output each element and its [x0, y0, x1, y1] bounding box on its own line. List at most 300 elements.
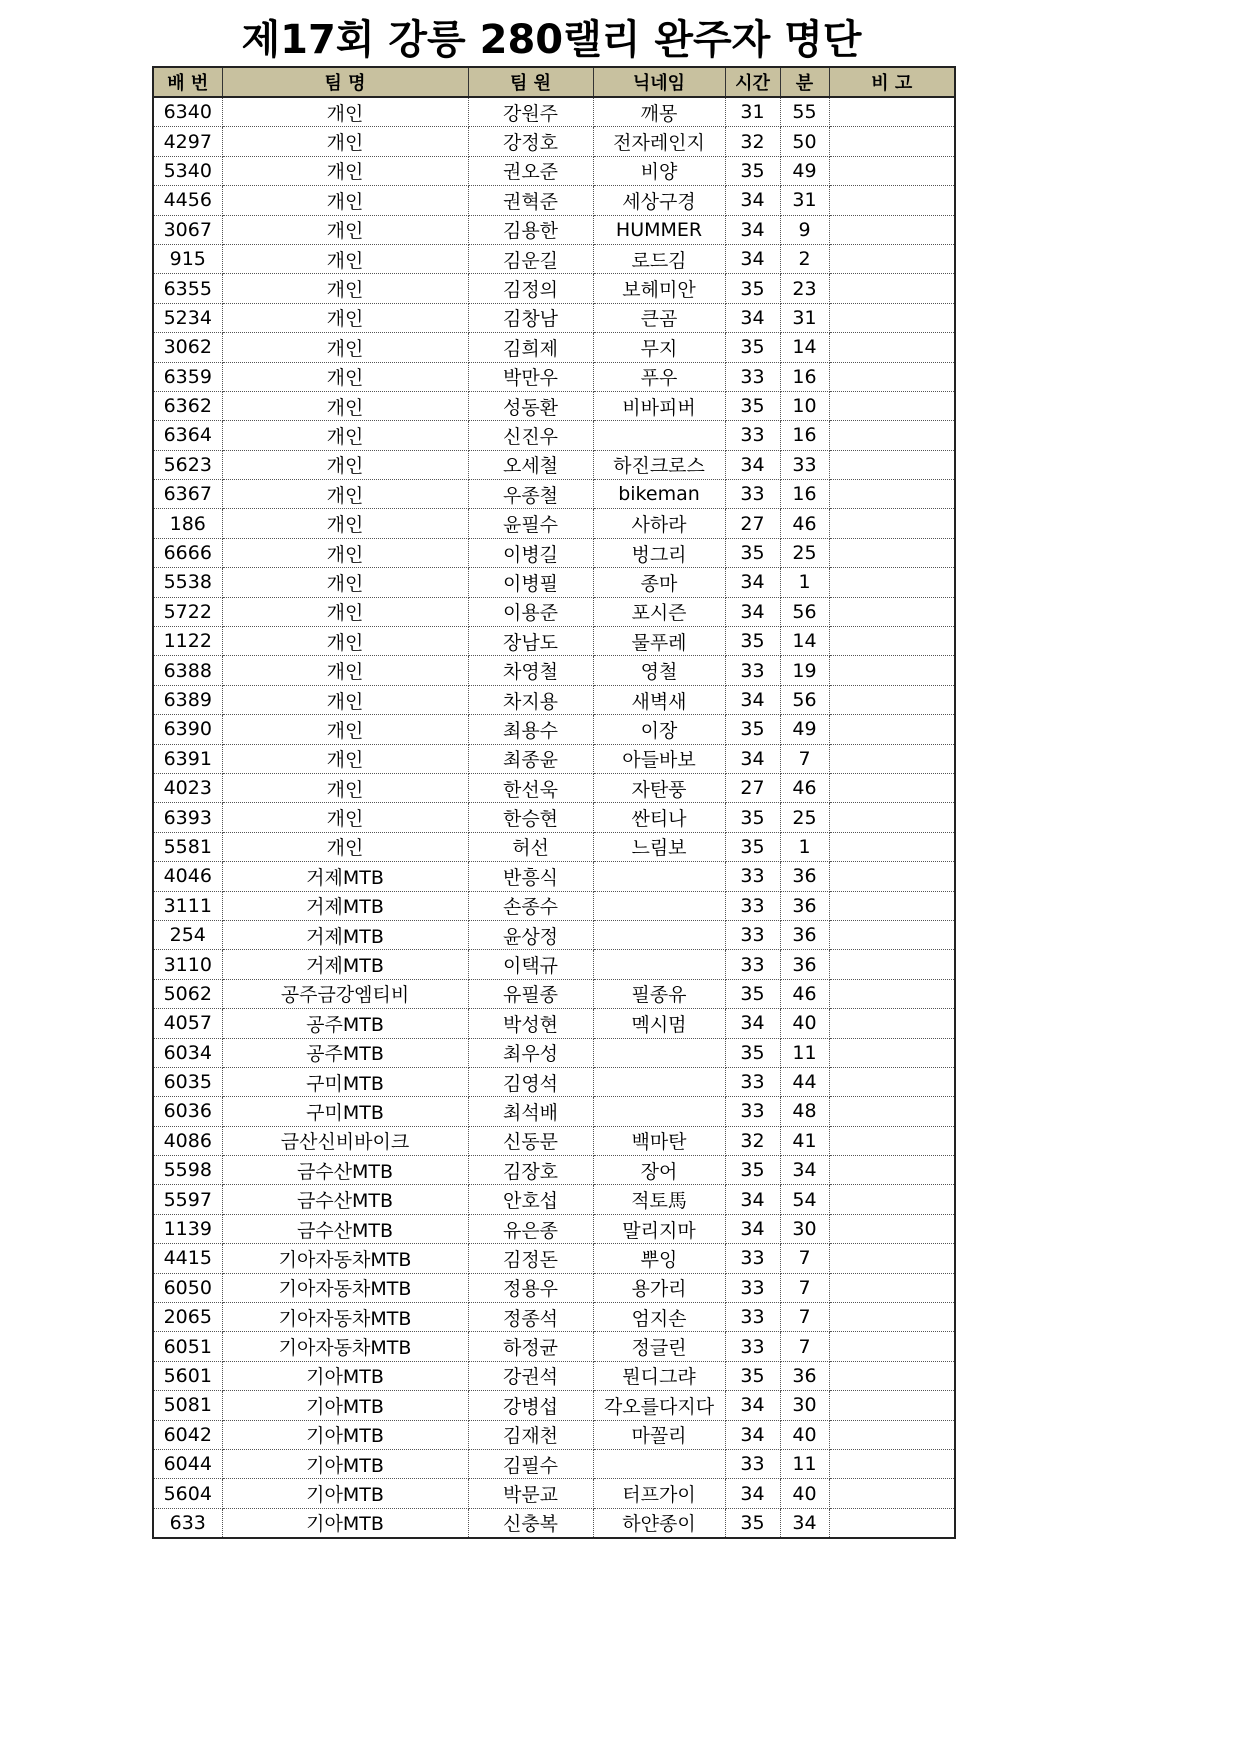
cell-bib: 5538	[153, 568, 222, 597]
cell-hour: 35	[725, 715, 780, 744]
cell-bib: 5598	[153, 1156, 222, 1185]
cell-minute: 46	[780, 509, 829, 538]
cell-bib: 5081	[153, 1391, 222, 1420]
cell-hour: 34	[725, 1009, 780, 1038]
cell-note	[829, 244, 955, 273]
cell-team: 거제MTB	[222, 862, 468, 891]
cell-hour: 33	[725, 891, 780, 920]
cell-minute: 11	[780, 1449, 829, 1478]
cell-nickname	[593, 1097, 725, 1126]
cell-hour: 34	[725, 597, 780, 626]
cell-bib: 6044	[153, 1449, 222, 1478]
cell-minute: 49	[780, 715, 829, 744]
table-row	[153, 1244, 955, 1273]
cell-member: 우종철	[468, 480, 593, 509]
table-row	[153, 244, 955, 273]
cell-note	[829, 1126, 955, 1155]
cell-note	[829, 979, 955, 1008]
cell-hour: 33	[725, 1449, 780, 1478]
table-row	[153, 450, 955, 479]
cell-note	[829, 773, 955, 802]
cell-nickname: 터프가이	[593, 1479, 725, 1508]
cell-bib: 6388	[153, 656, 222, 685]
cell-nickname: 하진크로스	[593, 450, 725, 479]
cell-team: 기아MTB	[222, 1508, 468, 1538]
cell-team: 개인	[222, 303, 468, 332]
cell-hour: 33	[725, 1067, 780, 1096]
cell-bib: 6036	[153, 1097, 222, 1126]
cell-note	[829, 656, 955, 685]
table-row	[153, 362, 955, 391]
cell-team: 기아MTB	[222, 1361, 468, 1390]
cell-member: 강정호	[468, 127, 593, 156]
cell-minute: 36	[780, 891, 829, 920]
cell-member: 한승현	[468, 803, 593, 832]
cell-member: 정종석	[468, 1303, 593, 1332]
cell-nickname	[593, 1449, 725, 1478]
cell-nickname	[593, 862, 725, 891]
cell-note	[829, 891, 955, 920]
cell-note	[829, 1391, 955, 1420]
cell-team: 금수산MTB	[222, 1185, 468, 1214]
cell-member: 신진우	[468, 421, 593, 450]
cell-note	[829, 1420, 955, 1449]
table-row	[153, 1273, 955, 1302]
cell-hour: 34	[725, 568, 780, 597]
cell-nickname: 용가리	[593, 1273, 725, 1302]
cell-minute: 7	[780, 1303, 829, 1332]
cell-note	[829, 715, 955, 744]
cell-hour: 34	[725, 1420, 780, 1449]
cell-bib: 5597	[153, 1185, 222, 1214]
cell-nickname: 느림보	[593, 832, 725, 861]
cell-note	[829, 1361, 955, 1390]
cell-team: 기아MTB	[222, 1420, 468, 1449]
cell-bib: 1122	[153, 627, 222, 656]
cell-team: 기아MTB	[222, 1479, 468, 1508]
table-row	[153, 1391, 955, 1420]
cell-note	[829, 450, 955, 479]
table-row	[153, 627, 955, 656]
cell-note	[829, 391, 955, 420]
cell-minute: 54	[780, 1185, 829, 1214]
cell-note	[829, 127, 955, 156]
table-row	[153, 1303, 955, 1332]
cell-minute: 36	[780, 1361, 829, 1390]
table-row	[153, 1449, 955, 1478]
table-row	[153, 186, 955, 215]
cell-nickname: 큰곰	[593, 303, 725, 332]
cell-nickname	[593, 920, 725, 949]
cell-hour: 34	[725, 685, 780, 714]
cell-nickname: 하얀종이	[593, 1508, 725, 1538]
cell-team: 개인	[222, 832, 468, 861]
cell-note	[829, 1214, 955, 1243]
cell-note	[829, 950, 955, 979]
table-row	[153, 538, 955, 567]
table-body	[153, 97, 955, 1538]
cell-team: 개인	[222, 538, 468, 567]
cell-minute: 16	[780, 421, 829, 450]
cell-hour: 33	[725, 362, 780, 391]
cell-bib: 6364	[153, 421, 222, 450]
table-row	[153, 979, 955, 1008]
cell-hour: 34	[725, 1214, 780, 1243]
cell-team: 공주MTB	[222, 1038, 468, 1067]
cell-minute: 14	[780, 627, 829, 656]
cell-nickname	[593, 1067, 725, 1096]
cell-bib: 6666	[153, 538, 222, 567]
cell-note	[829, 1185, 955, 1214]
cell-bib: 6362	[153, 391, 222, 420]
cell-member: 박문교	[468, 1479, 593, 1508]
cell-member: 권오준	[468, 156, 593, 185]
cell-minute: 40	[780, 1420, 829, 1449]
cell-team: 개인	[222, 597, 468, 626]
table-header-row	[153, 67, 955, 97]
cell-hour: 35	[725, 274, 780, 303]
table-row	[153, 862, 955, 891]
cell-bib: 4023	[153, 773, 222, 802]
cell-team: 기아자동차MTB	[222, 1332, 468, 1361]
cell-nickname: bikeman	[593, 480, 725, 509]
cell-minute: 25	[780, 803, 829, 832]
table-row	[153, 685, 955, 714]
cell-member: 장남도	[468, 627, 593, 656]
cell-note	[829, 803, 955, 832]
cell-nickname: 싼티나	[593, 803, 725, 832]
cell-team: 기아자동차MTB	[222, 1303, 468, 1332]
cell-team: 개인	[222, 685, 468, 714]
cell-minute: 11	[780, 1038, 829, 1067]
cell-member: 허선	[468, 832, 593, 861]
cell-minute: 56	[780, 597, 829, 626]
cell-note	[829, 186, 955, 215]
cell-team: 기아MTB	[222, 1449, 468, 1478]
cell-member: 성동환	[468, 391, 593, 420]
cell-hour: 34	[725, 215, 780, 244]
cell-team: 개인	[222, 186, 468, 215]
cell-hour: 32	[725, 127, 780, 156]
cell-member: 강원주	[468, 97, 593, 127]
cell-member: 김정돈	[468, 1244, 593, 1273]
cell-hour: 33	[725, 1097, 780, 1126]
cell-minute: 23	[780, 274, 829, 303]
cell-minute: 34	[780, 1156, 829, 1185]
finisher-table	[152, 66, 956, 1539]
cell-member: 최우성	[468, 1038, 593, 1067]
cell-nickname: HUMMER	[593, 215, 725, 244]
cell-note	[829, 568, 955, 597]
cell-minute: 16	[780, 362, 829, 391]
cell-minute: 7	[780, 744, 829, 773]
table-row	[153, 1038, 955, 1067]
cell-note	[829, 1097, 955, 1126]
cell-nickname: 엄지손	[593, 1303, 725, 1332]
cell-member: 정용우	[468, 1273, 593, 1302]
cell-bib: 6367	[153, 480, 222, 509]
table-row	[153, 1479, 955, 1508]
cell-hour: 34	[725, 186, 780, 215]
header-note: 비 고	[829, 67, 955, 97]
cell-member: 김필수	[468, 1449, 593, 1478]
table-row	[153, 1214, 955, 1243]
cell-team: 공주금강엠티비	[222, 979, 468, 1008]
cell-member: 한선욱	[468, 773, 593, 802]
cell-bib: 3110	[153, 950, 222, 979]
cell-member: 강병섭	[468, 1391, 593, 1420]
cell-team: 거제MTB	[222, 891, 468, 920]
cell-note	[829, 1244, 955, 1273]
cell-nickname: 뭔디그랴	[593, 1361, 725, 1390]
cell-nickname: 포시즌	[593, 597, 725, 626]
cell-nickname: 로드김	[593, 244, 725, 273]
cell-note	[829, 362, 955, 391]
cell-nickname: 말리지마	[593, 1214, 725, 1243]
table-row	[153, 656, 955, 685]
cell-note	[829, 1009, 955, 1038]
cell-minute: 1	[780, 832, 829, 861]
cell-team: 개인	[222, 480, 468, 509]
header-member: 팀 원	[468, 67, 593, 97]
cell-member: 권혁준	[468, 186, 593, 215]
cell-member: 안호섭	[468, 1185, 593, 1214]
cell-note	[829, 421, 955, 450]
table-row	[153, 156, 955, 185]
cell-nickname: 정글린	[593, 1332, 725, 1361]
cell-minute: 14	[780, 333, 829, 362]
header-team: 팀 명	[222, 67, 468, 97]
cell-bib: 2065	[153, 1303, 222, 1332]
cell-nickname: 새벽새	[593, 685, 725, 714]
cell-note	[829, 333, 955, 362]
cell-member: 손종수	[468, 891, 593, 920]
cell-note	[829, 1449, 955, 1478]
table-row	[153, 1009, 955, 1038]
cell-member: 차지용	[468, 685, 593, 714]
cell-minute: 46	[780, 773, 829, 802]
cell-hour: 27	[725, 773, 780, 802]
table-row	[153, 1126, 955, 1155]
table-row	[153, 1097, 955, 1126]
cell-hour: 35	[725, 1156, 780, 1185]
cell-hour: 33	[725, 421, 780, 450]
cell-team: 거제MTB	[222, 950, 468, 979]
table-row	[153, 480, 955, 509]
cell-member: 김영석	[468, 1067, 593, 1096]
header-minute: 분	[780, 67, 829, 97]
cell-minute: 7	[780, 1332, 829, 1361]
cell-note	[829, 832, 955, 861]
cell-bib: 6359	[153, 362, 222, 391]
cell-minute: 30	[780, 1214, 829, 1243]
table-row	[153, 303, 955, 332]
cell-hour: 35	[725, 538, 780, 567]
cell-bib: 4297	[153, 127, 222, 156]
cell-minute: 10	[780, 391, 829, 420]
table-row	[153, 1361, 955, 1390]
cell-team: 개인	[222, 362, 468, 391]
cell-hour: 35	[725, 803, 780, 832]
cell-team: 개인	[222, 244, 468, 273]
cell-bib: 5340	[153, 156, 222, 185]
cell-team: 개인	[222, 421, 468, 450]
cell-minute: 46	[780, 979, 829, 1008]
table-row	[153, 509, 955, 538]
cell-hour: 33	[725, 1332, 780, 1361]
cell-member: 하정균	[468, 1332, 593, 1361]
cell-hour: 27	[725, 509, 780, 538]
cell-nickname	[593, 1038, 725, 1067]
cell-team: 공주MTB	[222, 1009, 468, 1038]
cell-bib: 6393	[153, 803, 222, 832]
cell-note	[829, 862, 955, 891]
cell-team: 거제MTB	[222, 920, 468, 949]
cell-nickname: 멕시멈	[593, 1009, 725, 1038]
cell-note	[829, 1303, 955, 1332]
table-row	[153, 1508, 955, 1538]
cell-nickname: 전자레인지	[593, 127, 725, 156]
table-row	[153, 773, 955, 802]
cell-member: 윤상정	[468, 920, 593, 949]
cell-bib: 6051	[153, 1332, 222, 1361]
cell-note	[829, 627, 955, 656]
table-row	[153, 803, 955, 832]
cell-member: 윤필수	[468, 509, 593, 538]
cell-hour: 34	[725, 1391, 780, 1420]
cell-note	[829, 1332, 955, 1361]
cell-nickname: 무지	[593, 333, 725, 362]
cell-member: 박성현	[468, 1009, 593, 1038]
cell-nickname	[593, 891, 725, 920]
cell-bib: 6042	[153, 1420, 222, 1449]
table-row	[153, 1067, 955, 1096]
cell-member: 이병길	[468, 538, 593, 567]
cell-member: 김정의	[468, 274, 593, 303]
cell-note	[829, 1156, 955, 1185]
cell-hour: 35	[725, 156, 780, 185]
cell-team: 금수산MTB	[222, 1156, 468, 1185]
cell-note	[829, 1508, 955, 1538]
cell-bib: 3111	[153, 891, 222, 920]
table-row	[153, 391, 955, 420]
table-row	[153, 333, 955, 362]
cell-note	[829, 1479, 955, 1508]
cell-minute: 55	[780, 97, 829, 127]
cell-nickname: 뿌잉	[593, 1244, 725, 1273]
cell-minute: 56	[780, 685, 829, 714]
table-row	[153, 1156, 955, 1185]
cell-note	[829, 509, 955, 538]
cell-note	[829, 538, 955, 567]
cell-note	[829, 156, 955, 185]
cell-bib: 3067	[153, 215, 222, 244]
cell-hour: 34	[725, 244, 780, 273]
table-row	[153, 421, 955, 450]
cell-bib: 3062	[153, 333, 222, 362]
table-row	[153, 950, 955, 979]
cell-bib: 6035	[153, 1067, 222, 1096]
cell-nickname: 비양	[593, 156, 725, 185]
cell-note	[829, 1038, 955, 1067]
cell-team: 개인	[222, 773, 468, 802]
cell-note	[829, 1273, 955, 1302]
cell-hour: 35	[725, 627, 780, 656]
cell-team: 기아MTB	[222, 1391, 468, 1420]
cell-bib: 254	[153, 920, 222, 949]
cell-team: 개인	[222, 509, 468, 538]
cell-bib: 5062	[153, 979, 222, 1008]
cell-nickname: 보헤미안	[593, 274, 725, 303]
cell-hour: 35	[725, 832, 780, 861]
cell-team: 개인	[222, 803, 468, 832]
table-row	[153, 891, 955, 920]
cell-member: 김용한	[468, 215, 593, 244]
cell-nickname: 마꼴리	[593, 1420, 725, 1449]
header-nickname: 닉네임	[593, 67, 725, 97]
cell-nickname: 영철	[593, 656, 725, 685]
cell-team: 구미MTB	[222, 1067, 468, 1096]
cell-nickname: 이장	[593, 715, 725, 744]
cell-team: 금수산MTB	[222, 1214, 468, 1243]
table-row	[153, 274, 955, 303]
cell-minute: 36	[780, 950, 829, 979]
cell-team: 개인	[222, 156, 468, 185]
cell-nickname	[593, 950, 725, 979]
cell-note	[829, 744, 955, 773]
cell-minute: 2	[780, 244, 829, 273]
cell-nickname: 종마	[593, 568, 725, 597]
cell-nickname: 장어	[593, 1156, 725, 1185]
cell-bib: 5601	[153, 1361, 222, 1390]
cell-bib: 633	[153, 1508, 222, 1538]
table-row	[153, 920, 955, 949]
cell-hour: 35	[725, 1361, 780, 1390]
cell-nickname: 세상구경	[593, 186, 725, 215]
cell-member: 김장호	[468, 1156, 593, 1185]
cell-member: 차영철	[468, 656, 593, 685]
table-row	[153, 715, 955, 744]
cell-team: 금산신비바이크	[222, 1126, 468, 1155]
cell-team: 개인	[222, 744, 468, 773]
cell-minute: 31	[780, 186, 829, 215]
cell-member: 최용수	[468, 715, 593, 744]
cell-hour: 33	[725, 950, 780, 979]
cell-minute: 50	[780, 127, 829, 156]
cell-hour: 33	[725, 1273, 780, 1302]
cell-bib: 6391	[153, 744, 222, 773]
cell-bib: 5623	[153, 450, 222, 479]
cell-nickname: 물푸레	[593, 627, 725, 656]
cell-minute: 16	[780, 480, 829, 509]
cell-nickname: 사하라	[593, 509, 725, 538]
cell-team: 구미MTB	[222, 1097, 468, 1126]
cell-note	[829, 303, 955, 332]
cell-minute: 7	[780, 1244, 829, 1273]
cell-bib: 5722	[153, 597, 222, 626]
cell-bib: 6389	[153, 685, 222, 714]
table-row	[153, 1185, 955, 1214]
cell-team: 개인	[222, 715, 468, 744]
header-hour: 시간	[725, 67, 780, 97]
cell-member: 김창남	[468, 303, 593, 332]
page-title: 제17회 강릉 280랠리 완주자 명단	[241, 17, 862, 63]
cell-minute: 41	[780, 1126, 829, 1155]
cell-member: 신동문	[468, 1126, 593, 1155]
cell-minute: 9	[780, 215, 829, 244]
cell-team: 개인	[222, 391, 468, 420]
cell-nickname: 각오를다지다	[593, 1391, 725, 1420]
